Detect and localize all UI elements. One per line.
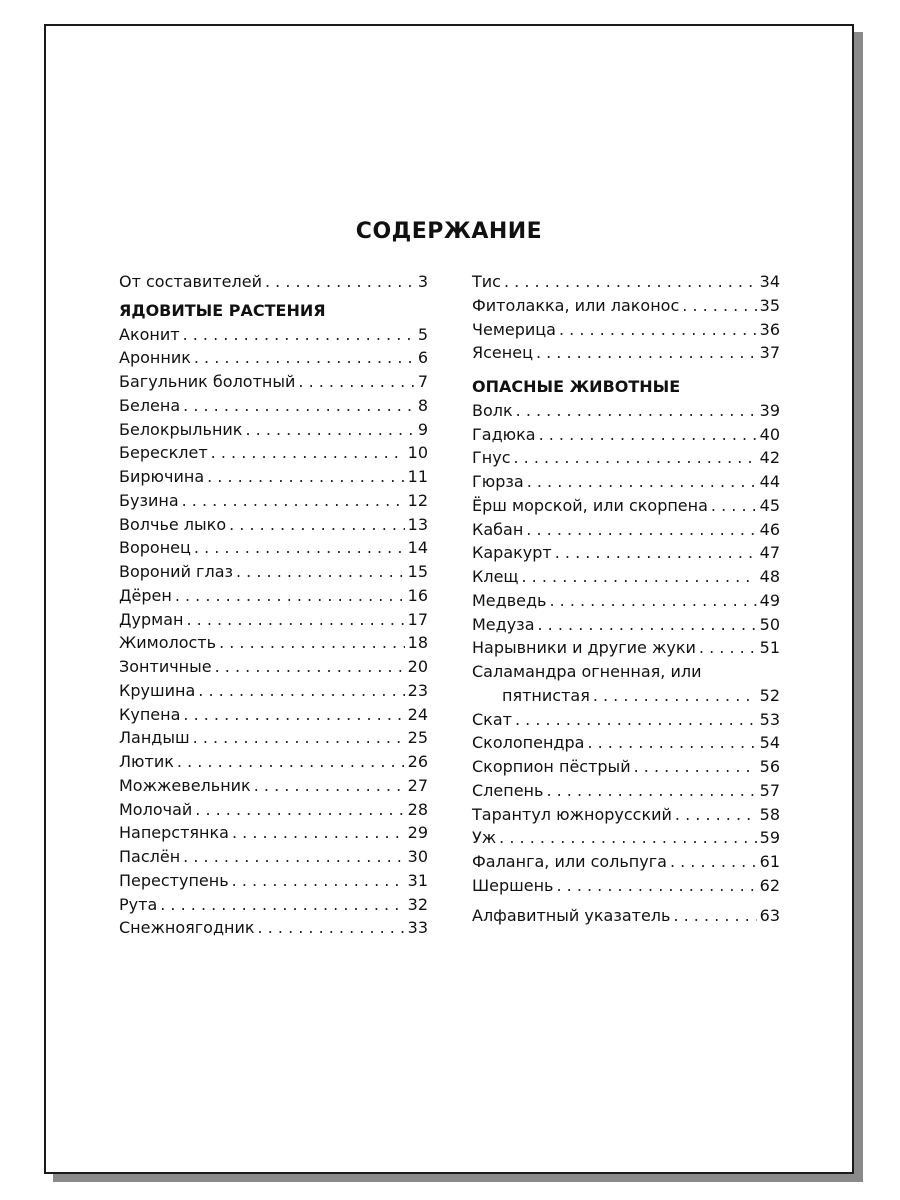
toc-entry xyxy=(472,874,780,898)
toc-entry xyxy=(119,893,428,917)
toc-entry xyxy=(472,850,780,874)
dot-leader xyxy=(219,631,405,655)
toc-entry xyxy=(119,798,428,822)
toc-entry xyxy=(472,613,780,637)
entry-title: Зонтичные xyxy=(119,657,212,676)
toc-entry xyxy=(472,270,780,294)
entry-page: 7 xyxy=(417,372,428,391)
entry-page: 28 xyxy=(407,799,428,819)
toc-entry xyxy=(119,845,428,869)
entry-title: Бузина xyxy=(119,490,179,510)
dot-leader xyxy=(587,731,756,755)
entry-page: 42 xyxy=(759,448,780,468)
toc-entry xyxy=(472,494,780,518)
dot-leader xyxy=(527,470,757,494)
entry-title: Кабан xyxy=(472,519,524,539)
entry-page: 47 xyxy=(759,543,780,563)
entry-title: Паслён xyxy=(119,847,181,866)
entry-title: Чемерица xyxy=(472,319,556,339)
toc-entry xyxy=(472,446,780,470)
toc-entry-index xyxy=(472,904,780,928)
toc-entry xyxy=(119,679,428,703)
entry-page: 8 xyxy=(417,395,428,415)
entry-page: 31 xyxy=(407,870,428,890)
animals-list-continued xyxy=(472,708,780,898)
toc-entry xyxy=(119,560,428,584)
dot-leader xyxy=(549,589,756,613)
dot-leader xyxy=(245,418,414,442)
toc-entry xyxy=(472,803,780,827)
dot-leader xyxy=(711,494,757,518)
toc-entry xyxy=(119,916,428,940)
entry-title: От составителей xyxy=(119,272,262,291)
plants-list-continued xyxy=(472,270,780,365)
entry-title: Клещ xyxy=(472,567,519,586)
dot-leader xyxy=(232,869,405,893)
dot-leader xyxy=(593,684,757,708)
page-title: СОДЕРЖАНИЕ xyxy=(355,219,543,244)
dot-leader xyxy=(555,541,757,565)
dot-leader xyxy=(177,750,405,774)
entry-page: 44 xyxy=(759,472,780,491)
animals-list xyxy=(472,399,780,660)
entry-title: Слепень xyxy=(472,780,544,800)
entry-title: Тарантул южнорусский xyxy=(472,804,672,824)
toc-entry xyxy=(119,726,428,750)
entry-title: Гюрза xyxy=(472,472,524,491)
entry-page: 36 xyxy=(759,319,780,339)
toc-entry xyxy=(472,318,780,342)
entry-title: Нарывники и другие жуки xyxy=(472,638,696,658)
entry-title: Лютик xyxy=(119,752,174,771)
toc-entry xyxy=(119,584,428,608)
entry-page: 32 xyxy=(407,894,428,914)
toc-entry xyxy=(119,489,428,513)
dot-leader xyxy=(193,726,405,750)
entry-page: 56 xyxy=(759,757,780,776)
entry-title: Снежноягодник xyxy=(119,918,255,938)
dot-leader xyxy=(258,916,405,940)
entry-title: Волчье лыко xyxy=(119,514,227,534)
entry-title: Ёрш морской, или скорпена xyxy=(472,495,708,515)
toc-entry xyxy=(119,536,428,560)
dot-leader xyxy=(195,798,404,822)
toc-entry xyxy=(119,465,428,489)
entry-page: 10 xyxy=(407,443,428,463)
toc-entry xyxy=(472,731,780,755)
entry-title: Можжевельник xyxy=(119,775,251,795)
entry-page: 24 xyxy=(407,704,428,724)
dot-leader xyxy=(675,803,757,827)
entry-title-line1: Саламандра огненная, или xyxy=(472,662,702,681)
dot-leader xyxy=(516,399,757,423)
dot-leader xyxy=(526,518,756,542)
entry-page: 45 xyxy=(759,495,780,515)
entry-title: Вороний глаз xyxy=(119,562,233,581)
entry-title: Белокрыльник xyxy=(119,419,243,439)
document-page xyxy=(44,24,854,1174)
entry-page: 6 xyxy=(417,348,428,368)
entry-page: 37 xyxy=(759,343,780,363)
toc-entry xyxy=(472,541,780,565)
toc-column-left xyxy=(119,270,428,940)
toc-entry xyxy=(119,750,428,774)
entry-title: Волк xyxy=(472,400,513,420)
entry-page: 26 xyxy=(407,752,428,771)
dot-leader xyxy=(194,346,415,370)
entry-page: 3 xyxy=(417,272,428,291)
entry-title: Ясенец xyxy=(472,343,533,363)
entry-title: Алфавитный указатель xyxy=(472,905,671,925)
dot-leader xyxy=(546,779,756,803)
toc-entry xyxy=(472,423,780,447)
entry-title: Гадюка xyxy=(472,424,536,444)
entry-page: 5 xyxy=(417,324,428,344)
entry-page: 54 xyxy=(759,733,780,753)
section-heading-animals: ОПАСНЫЕ ЖИВОТНЫЕ xyxy=(472,377,681,396)
entry-page: 30 xyxy=(407,847,428,866)
dot-leader xyxy=(160,893,404,917)
dot-leader xyxy=(513,446,756,470)
entry-page: 17 xyxy=(407,609,428,629)
entry-page: 23 xyxy=(407,680,428,700)
entry-title: Воронец xyxy=(119,538,191,558)
dot-leader xyxy=(229,513,405,537)
entry-page: 62 xyxy=(759,875,780,895)
entry-title: Фитолакка, или лаконос xyxy=(472,295,680,315)
entry-page: 59 xyxy=(759,828,780,848)
dot-leader xyxy=(515,708,757,732)
entry-title: Аконит xyxy=(119,324,180,344)
entry-page: 49 xyxy=(759,590,780,610)
toc-entry-salamander xyxy=(472,684,780,708)
entry-title: Ландыш xyxy=(119,728,190,748)
toc-entry xyxy=(119,655,428,679)
dot-leader xyxy=(215,655,405,679)
entry-page: 27 xyxy=(407,775,428,795)
toc-entry xyxy=(472,636,780,660)
entry-page: 13 xyxy=(407,514,428,534)
entry-title: Скорпион пёстрый xyxy=(472,757,631,776)
toc-entry xyxy=(119,703,428,727)
dot-leader xyxy=(539,423,757,447)
entry-page: 34 xyxy=(759,272,780,291)
dot-leader xyxy=(183,703,404,727)
toc-entry xyxy=(472,755,780,779)
entry-title: Медведь xyxy=(472,590,547,610)
dot-leader xyxy=(183,323,415,347)
toc-entry xyxy=(119,418,428,442)
toc-entry xyxy=(472,341,780,365)
plants-list xyxy=(119,323,428,941)
dot-leader xyxy=(536,341,757,365)
dot-leader xyxy=(198,679,404,703)
section-heading-plants: ЯДОВИТЫЕ РАСТЕНИЯ xyxy=(119,300,326,320)
dot-leader xyxy=(556,874,756,898)
entry-title: Фаланга, или сольпуга xyxy=(472,852,667,871)
entry-page: 16 xyxy=(407,585,428,605)
toc-entry xyxy=(119,346,428,370)
dot-leader xyxy=(265,270,415,294)
dot-leader xyxy=(298,370,414,394)
dot-leader xyxy=(232,821,405,845)
entry-title: Тис xyxy=(472,272,501,291)
entry-title: Медуза xyxy=(472,614,535,634)
entry-title: Дёрен xyxy=(119,585,172,605)
toc-entry xyxy=(119,441,428,465)
toc-entry xyxy=(472,518,780,542)
toc-entry xyxy=(472,826,780,850)
entry-title: Бересклет xyxy=(119,443,208,463)
entry-title: Крушина xyxy=(119,680,196,700)
entry-page: 40 xyxy=(759,424,780,444)
dot-leader xyxy=(175,584,405,608)
entry-page: 63 xyxy=(759,905,780,925)
toc-entry xyxy=(472,399,780,423)
toc-entry xyxy=(119,821,428,845)
dot-leader xyxy=(194,536,405,560)
dot-leader xyxy=(699,636,757,660)
dot-leader xyxy=(670,850,757,874)
entry-title: Жимолость xyxy=(119,633,217,653)
toc-entry-intro xyxy=(119,270,428,294)
entry-page: 33 xyxy=(407,918,428,938)
dot-leader xyxy=(207,465,405,489)
entry-title: Каракурт xyxy=(472,543,552,563)
entry-page: 9 xyxy=(417,419,428,439)
entry-page: 61 xyxy=(759,852,780,871)
toc-entry xyxy=(119,869,428,893)
dot-leader xyxy=(254,774,405,798)
toc-entry xyxy=(472,589,780,613)
dot-leader xyxy=(559,318,757,342)
dot-leader xyxy=(211,441,405,465)
entry-title-line2: пятнистая xyxy=(502,685,590,705)
entry-title: Багульник болотный xyxy=(119,372,296,391)
entry-title: Рута xyxy=(119,894,158,914)
toc-entry xyxy=(472,779,780,803)
entry-page: 51 xyxy=(759,638,780,658)
entry-page: 29 xyxy=(407,823,428,843)
toc-entry xyxy=(119,608,428,632)
entry-page: 18 xyxy=(407,633,428,653)
dot-leader xyxy=(186,608,404,632)
dot-leader xyxy=(673,904,756,928)
toc-column-right xyxy=(472,270,780,927)
entry-page: 12 xyxy=(407,490,428,510)
toc-entry xyxy=(119,323,428,347)
toc-entry xyxy=(119,631,428,655)
entry-title: Аронник xyxy=(119,348,191,368)
entry-page: 20 xyxy=(407,657,428,676)
entry-page: 14 xyxy=(407,538,428,558)
entry-page: 25 xyxy=(407,728,428,748)
entry-title: Дурман xyxy=(119,609,184,629)
entry-page: 53 xyxy=(759,709,780,729)
entry-page: 39 xyxy=(759,400,780,420)
entry-page: 35 xyxy=(759,295,780,315)
entry-title: Переступень xyxy=(119,870,229,890)
entry-title: Уж xyxy=(472,828,497,848)
entry-page: 15 xyxy=(407,562,428,581)
entry-title: Купена xyxy=(119,704,181,724)
dot-leader xyxy=(182,489,405,513)
toc-entry xyxy=(119,774,428,798)
dot-leader xyxy=(499,826,756,850)
entry-title: Наперстянка xyxy=(119,823,229,843)
entry-page: 48 xyxy=(759,567,780,586)
toc-entry xyxy=(472,708,780,732)
entry-title: Шершень xyxy=(472,875,554,895)
toc-entry xyxy=(472,565,780,589)
entry-page: 57 xyxy=(759,780,780,800)
entry-title: Скат xyxy=(472,709,512,729)
dot-leader xyxy=(634,755,757,779)
entry-title: Бирючина xyxy=(119,467,205,486)
entry-title: Белена xyxy=(119,395,181,415)
entry-title: Молочай xyxy=(119,799,193,819)
entry-title: Гнус xyxy=(472,448,511,468)
entry-page: 50 xyxy=(759,614,780,634)
dot-leader xyxy=(504,270,757,294)
entry-page: 46 xyxy=(759,519,780,539)
entry-page: 11 xyxy=(407,467,428,486)
dot-leader xyxy=(682,294,756,318)
dot-leader xyxy=(183,394,415,418)
dot-leader xyxy=(236,560,405,584)
dot-leader xyxy=(183,845,404,869)
toc-entry xyxy=(119,394,428,418)
entry-title: Сколопендра xyxy=(472,733,585,753)
dot-leader xyxy=(538,613,757,637)
entry-page: 58 xyxy=(759,804,780,824)
toc-entry xyxy=(119,370,428,394)
entry-page: 52 xyxy=(759,685,780,705)
toc-entry xyxy=(472,294,780,318)
dot-leader xyxy=(522,565,757,589)
toc-entry xyxy=(119,513,428,537)
toc-entry xyxy=(472,470,780,494)
